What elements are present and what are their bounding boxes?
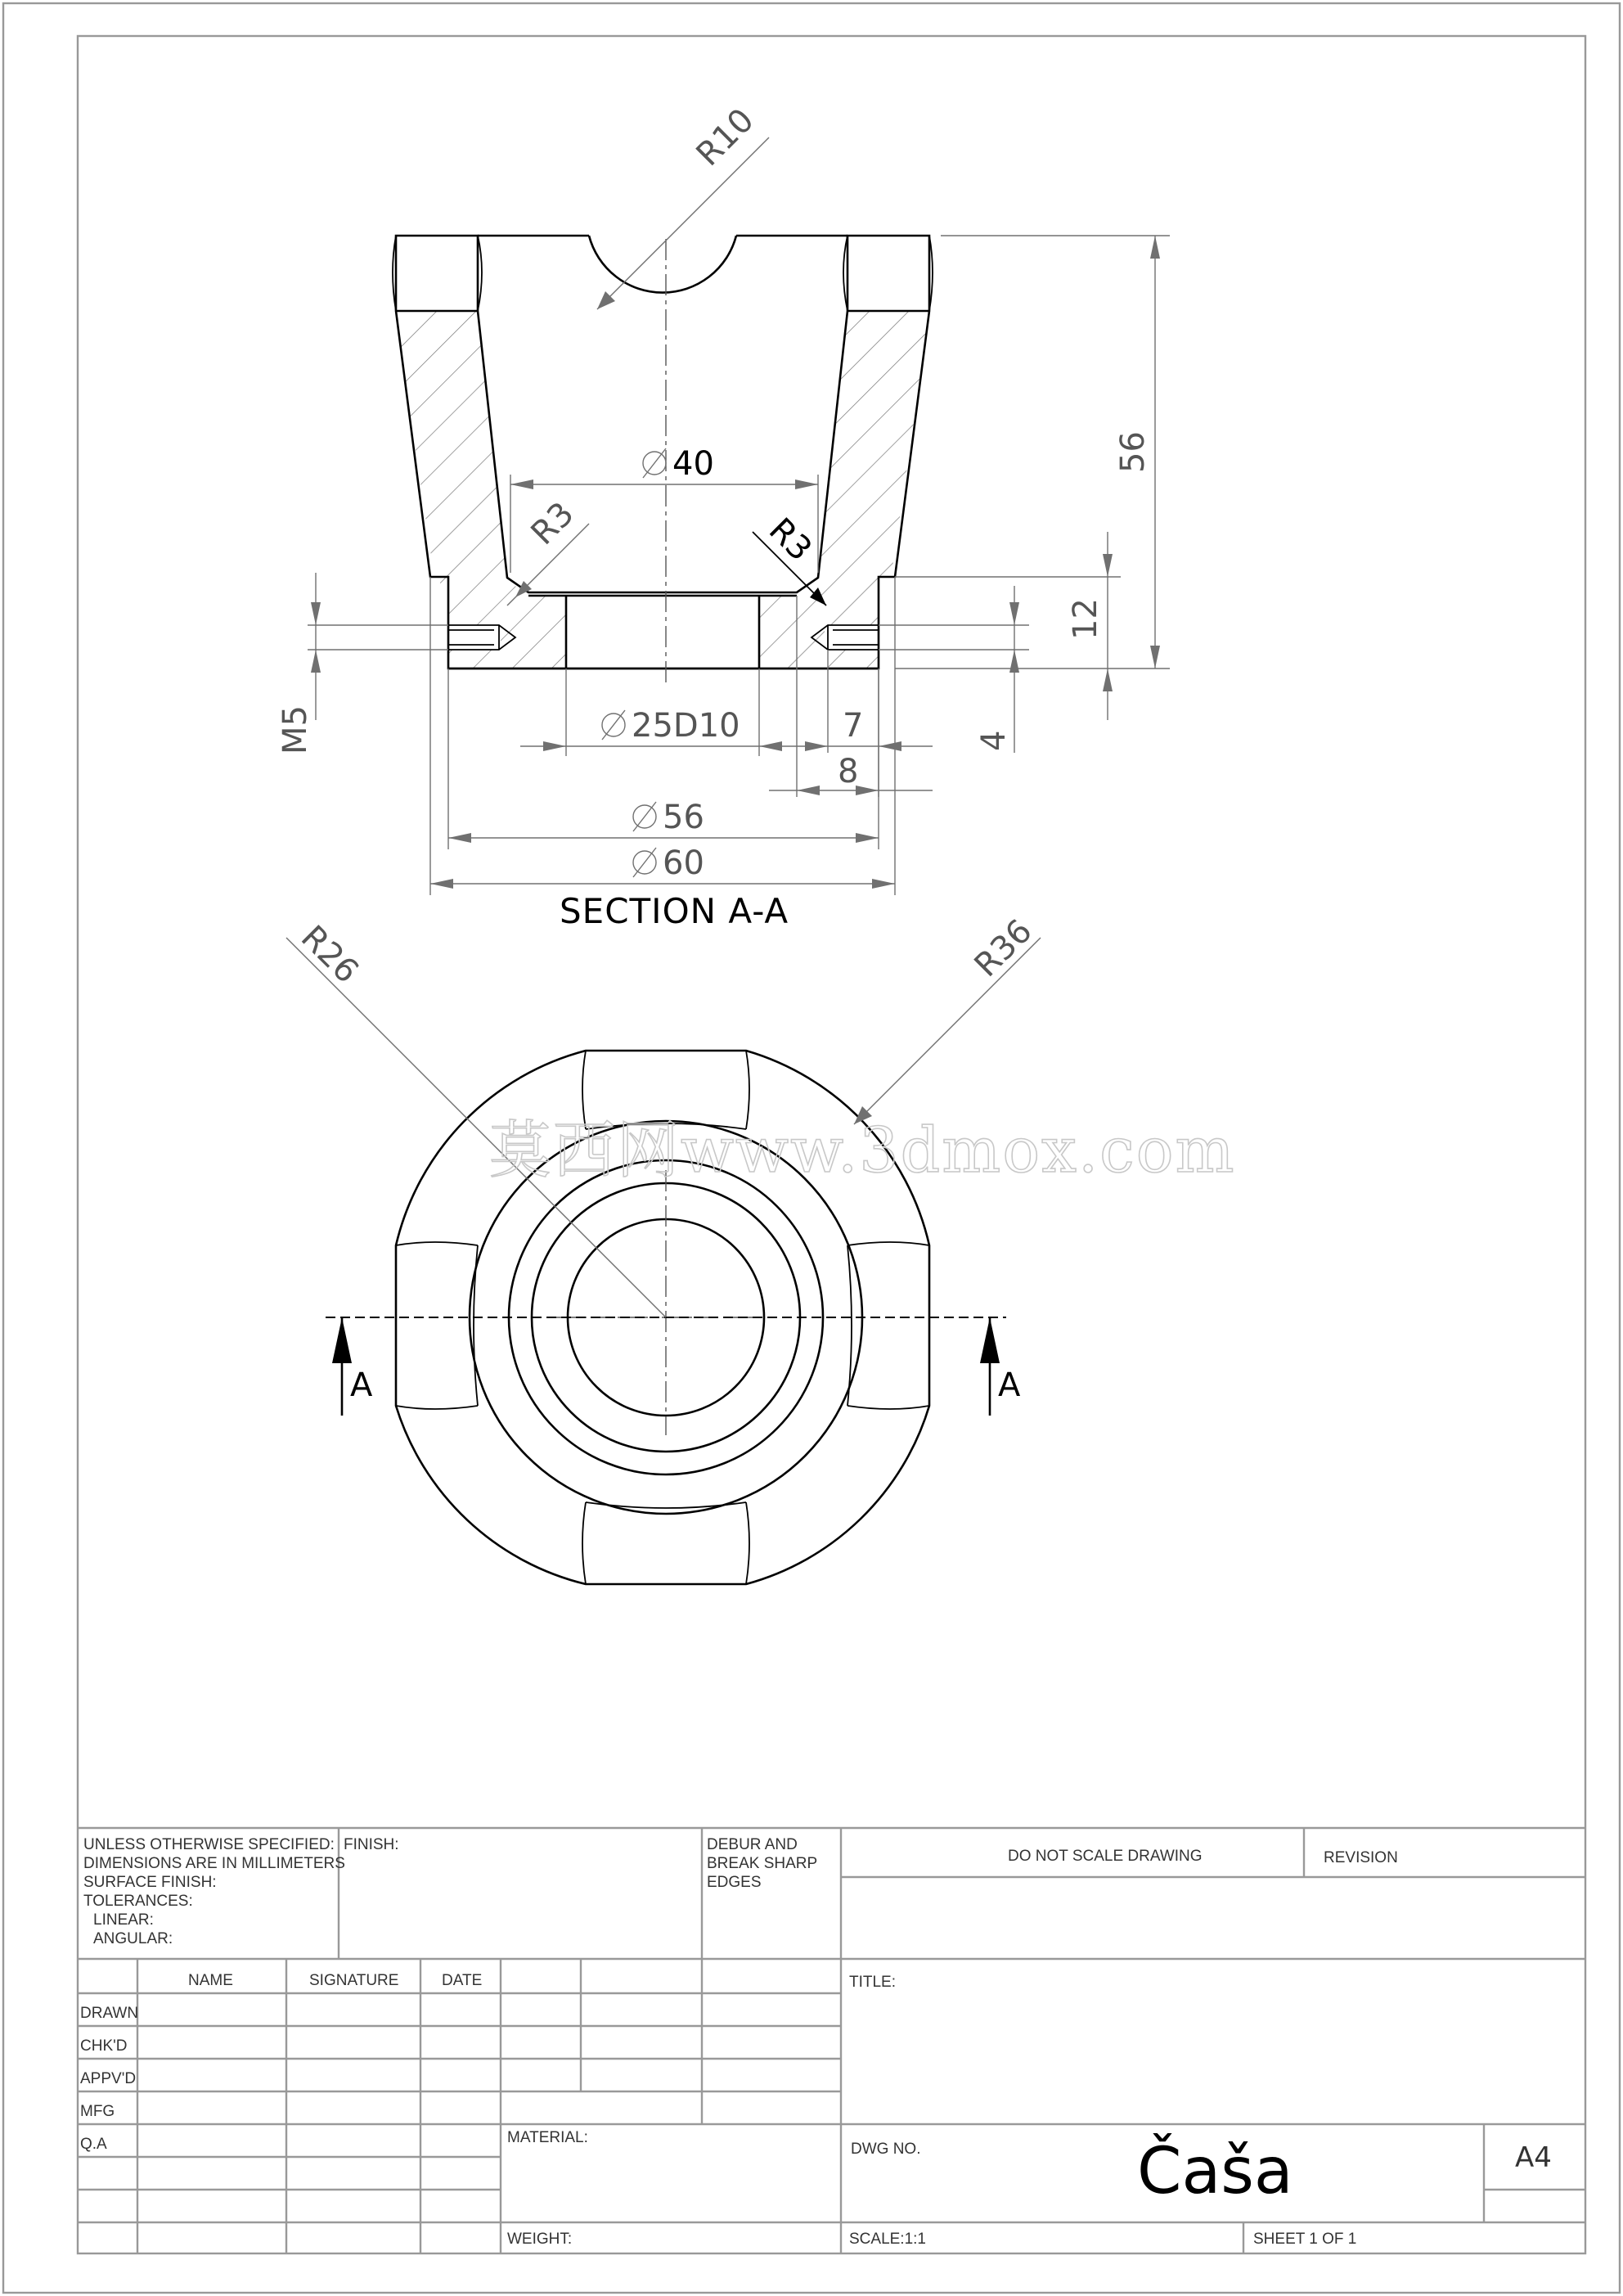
left-wall-hatch (395, 311, 566, 668)
tolerance-line-2: DIMENSIONS ARE IN MILLIMETERS (83, 1855, 345, 1872)
svg-text:25D10: 25D10 (632, 707, 740, 745)
section-label: SECTION A-A (560, 891, 789, 931)
top-view (286, 912, 1041, 1584)
dim-r3-left: R3 (524, 494, 582, 553)
row-appvd: APPV'D (80, 2070, 137, 2087)
dim-d56 (633, 799, 704, 836)
row-drawn: DRAWN (80, 2005, 139, 2022)
title-block (78, 1828, 1585, 2253)
tolerance-line-1: UNLESS OTHERWISE SPECIFIED: (83, 1836, 335, 1853)
svg-text:40: 40 (672, 445, 714, 483)
title-label: TITLE: (849, 1974, 897, 1991)
watermark: 莫西网www.3dmox.com (489, 1114, 1236, 1186)
dim-m5: M5 (276, 705, 314, 754)
do-not-scale-label: DO NOT SCALE DRAWING (1008, 1848, 1203, 1865)
debur-line-2: BREAK SHARP (707, 1855, 818, 1872)
col-name: NAME (188, 1972, 233, 1989)
dim-h12: 12 (1067, 598, 1104, 640)
debur-line-1: DEBUR AND (707, 1836, 798, 1853)
cut-label-left: A (350, 1366, 373, 1404)
dim-d40 (643, 445, 714, 483)
dim-r36: R36 (967, 912, 1040, 985)
col-date: DATE (442, 1972, 483, 1989)
col-signature: SIGNATURE (309, 1972, 399, 1989)
row-chkd: CHK'D (80, 2037, 128, 2055)
cut-label-right: A (998, 1366, 1021, 1404)
dim-r3-right: R3 (761, 511, 820, 569)
svg-text:56: 56 (663, 799, 704, 836)
debur-line-3: EDGES (707, 1874, 762, 1891)
dwg-no-label: DWG NO. (851, 2141, 921, 2158)
tolerance-line-5: LINEAR: (93, 1911, 154, 1929)
finish-label: FINISH: (344, 1836, 399, 1853)
dim-w7: 7 (843, 707, 864, 745)
row-qa: Q.A (80, 2136, 107, 2153)
tolerance-line-3: SURFACE FINISH: (83, 1874, 217, 1891)
dim-h4: 4 (975, 730, 1013, 751)
dim-r10: R10 (689, 101, 762, 174)
dim-h56: 56 (1114, 431, 1152, 473)
dim-d25d10 (602, 707, 740, 745)
right-wall-hatch (759, 311, 930, 668)
scale-label: SCALE:1:1 (849, 2231, 926, 2248)
sheet-size: A4 (1515, 2141, 1552, 2174)
dim-r26: R26 (293, 918, 366, 991)
row-mfg: MFG (80, 2103, 115, 2120)
dim-d60 (633, 844, 704, 882)
dim-w8: 8 (838, 753, 859, 790)
section-view (276, 101, 1170, 931)
weight-label: WEIGHT: (507, 2231, 573, 2248)
revision-label: REVISION (1324, 1849, 1398, 1866)
material-label: MATERIAL: (507, 2129, 588, 2146)
tolerance-line-4: TOLERANCES: (83, 1893, 193, 1910)
svg-text:60: 60 (663, 844, 704, 882)
part-name: Čaša (1137, 2135, 1293, 2208)
sheet-label: SHEET 1 OF 1 (1253, 2231, 1357, 2248)
tolerance-line-6: ANGULAR: (93, 1930, 173, 1947)
